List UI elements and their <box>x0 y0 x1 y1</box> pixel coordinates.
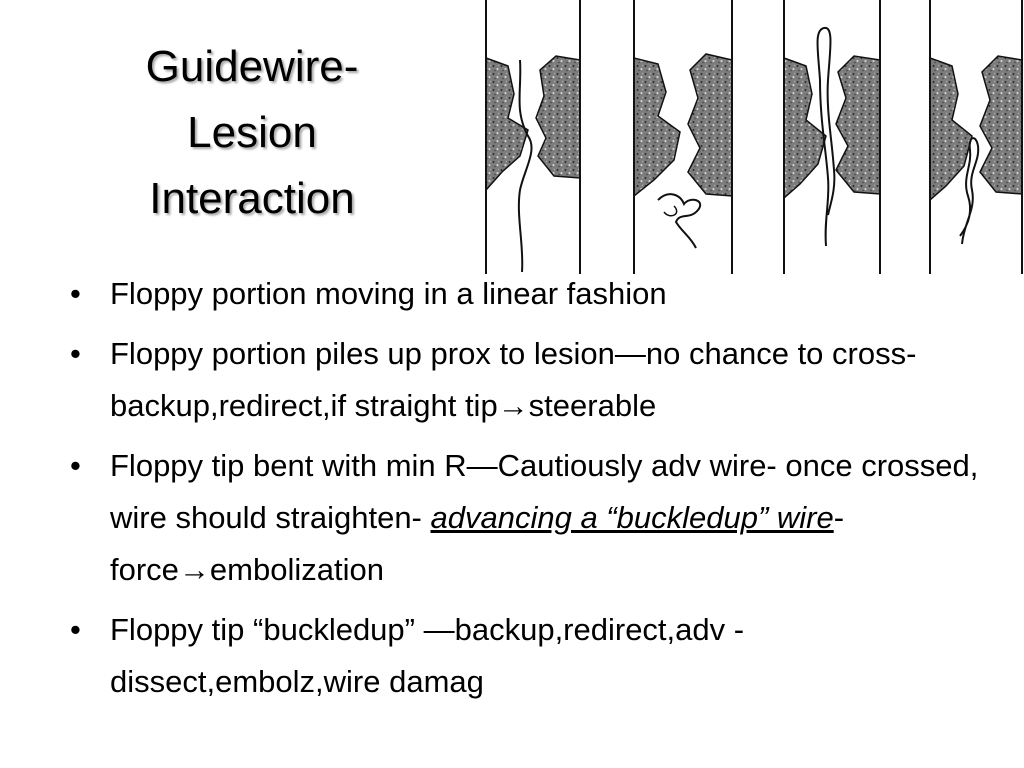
bullet-emphasis: advancing a “buckledup” wire <box>430 500 834 535</box>
bullet-text: Floppy tip “buckledup” —backup,redirect,adv -dissect,embolz,wire damag <box>110 612 745 699</box>
bullet-list <box>70 268 980 716</box>
bullet-item <box>70 268 980 320</box>
bullet-item <box>70 328 980 432</box>
title-line-2: Lesion <box>187 108 317 157</box>
title-line-3: Interaction <box>149 174 355 223</box>
bullet-text-tail: - force→embolization <box>110 500 845 587</box>
bullet-text: Floppy portion piles up prox to lesion—no chance to cross- backup,redirect,if straight tip→steerable <box>110 336 917 423</box>
bullet-text: Floppy portion moving in a linear fashion <box>110 276 667 311</box>
bullet-item <box>70 604 980 708</box>
bullet-text: Floppy tip bent with min R—Cautiously adv wire- once crossed, wire should straighten- <box>110 448 979 535</box>
title-line-1: Guidewire- <box>145 42 359 91</box>
slide-title <box>96 34 408 232</box>
guidewire-lesion-figure <box>484 0 1024 274</box>
guidewire-lesion-diagram-icon <box>484 0 1024 274</box>
bullet-item <box>70 440 980 596</box>
